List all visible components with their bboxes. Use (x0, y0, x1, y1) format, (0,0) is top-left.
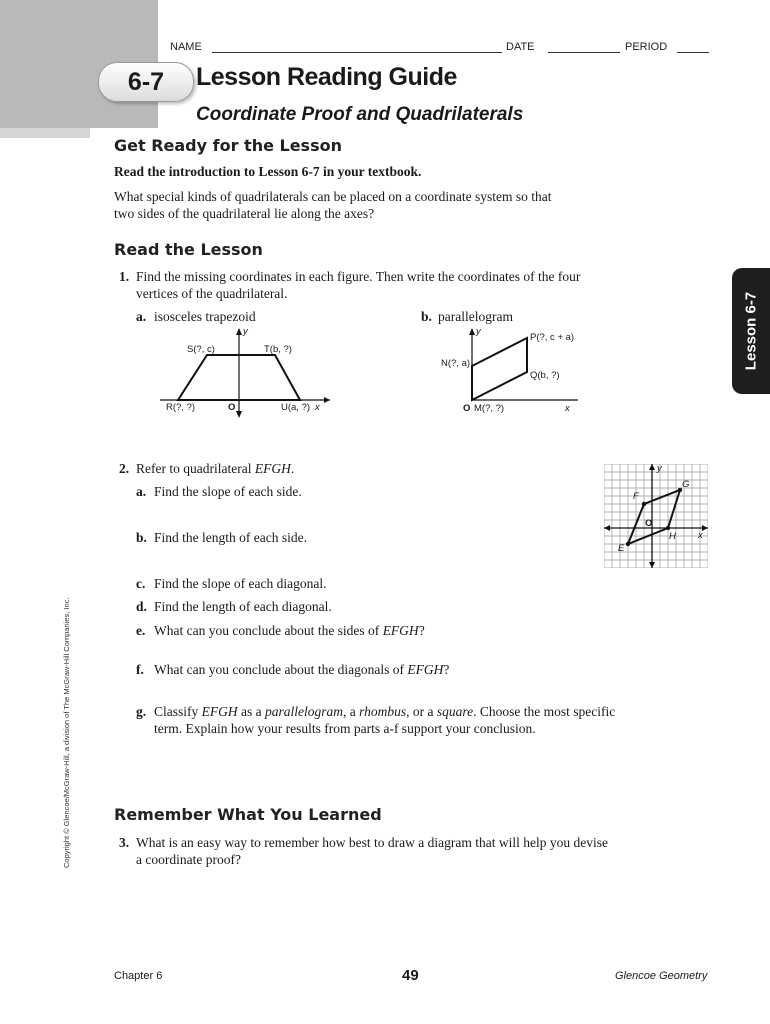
question-2f-label: f. (136, 662, 144, 677)
question-1a-text: isosceles trapezoid (154, 309, 256, 324)
question-2b-text: Find the length of each side. (154, 530, 307, 545)
footer-chapter: Chapter 6 (114, 970, 163, 982)
q2g-part5: . Choose the most specific (473, 704, 616, 719)
efgh-point-h (666, 526, 670, 530)
lesson-badge: 6-7 (98, 62, 194, 102)
q2g-part2: as a (237, 704, 266, 719)
period-label: PERIOD (625, 41, 668, 53)
efgh-y-label: y (657, 463, 662, 474)
date-label: DATE (506, 41, 535, 53)
question-2f-quad-name: EFGH (407, 662, 444, 677)
question-1-line1: Find the missing coordinates in each figure. Then write the coordinates of the four (136, 269, 581, 284)
question-1-number: 1. (119, 269, 130, 284)
page-title: Lesson Reading Guide (196, 63, 457, 91)
efgh-y-arrow-up (649, 464, 655, 470)
question-1b-text: parallelogram (438, 309, 513, 324)
page-subtitle: Coordinate Proof and Quadrilaterals (196, 104, 524, 125)
parallelogram-x-label: x (565, 403, 570, 414)
question-2e-text (154, 622, 425, 639)
parallelogram-vertex-q: Q(b, ?) (530, 370, 560, 381)
efgh-label-e: E (618, 543, 625, 554)
trapezoid-origin-label: O (228, 402, 236, 413)
efgh-x-label: x (698, 530, 703, 541)
question-3-number: 3. (119, 835, 130, 850)
q2g-part1: Classify (154, 704, 202, 719)
get-ready-question-line2: two sides of the quadrilateral lie along the axes? (114, 206, 375, 221)
get-ready-heading: Get Ready for the Lesson (114, 136, 342, 155)
q2g-part4: , or a (406, 704, 437, 719)
name-field[interactable] (212, 52, 502, 53)
copyright-notice: Copyright © Glencoe/McGraw-Hill, a division of The McGraw-Hill Companies, Inc. (62, 597, 71, 868)
parallelogram-y-arrow (469, 328, 475, 335)
lesson-side-tab (732, 268, 770, 394)
trapezoid-x-arrow (324, 397, 330, 403)
q2g-term-rhombus: rhombus (359, 704, 407, 719)
efgh-origin-label: O (645, 518, 653, 529)
footer-book-title: Glencoe Geometry (615, 970, 708, 982)
trapezoid-y-arrow-down (236, 411, 242, 418)
question-1a-label: a. (136, 309, 147, 324)
get-ready-question-line1: What special kinds of quadrilaterals can be placed on a coordinate system so that (114, 189, 552, 204)
question-2e-prefix: What can you conclude about the sides of (154, 623, 383, 638)
trapezoid-vertex-t: T(b, ?) (264, 344, 292, 355)
get-ready-instruction: Read the introduction to Lesson 6-7 in your textbook. (114, 164, 422, 179)
question-2-end: . (290, 461, 295, 476)
trapezoid-vertex-u: U(a, ?) (281, 402, 311, 413)
parallelogram-vertex-m: M(?, ?) (474, 403, 505, 414)
question-2c-label: c. (136, 576, 146, 591)
q2g-term-square: square (436, 704, 474, 719)
question-2f-end: ? (443, 662, 450, 677)
question-2g-label: g. (136, 704, 147, 719)
parallelogram-origin-label: O (463, 403, 471, 414)
question-2-text (136, 460, 294, 477)
efgh-point-f (642, 502, 646, 506)
trapezoid-y-arrow-up (236, 328, 242, 335)
question-2b-label: b. (136, 530, 147, 545)
efgh-point-e (626, 542, 630, 546)
question-2d-text: Find the length of each diagonal. (154, 599, 332, 614)
question-2-quad-name: EFGH (254, 461, 291, 476)
question-2d-label: d. (136, 599, 147, 614)
question-1b-label: b. (421, 309, 432, 324)
question-2e-end: ? (418, 623, 425, 638)
question-2g-line2: term. Explain how your results from parts a-f support your conclusion. (154, 721, 536, 736)
question-1-line2: vertices of the quadrilateral. (136, 286, 288, 301)
q2g-quad-name: EFGH (201, 704, 238, 719)
question-2e-quad-name: EFGH (382, 623, 419, 638)
trapezoid-vertex-r: R(?, ?) (166, 402, 196, 413)
efgh-x-arrow-left (604, 525, 610, 531)
header-corner-shadow (0, 128, 90, 138)
efgh-label-g: G (682, 479, 690, 490)
question-2f-prefix: What can you conclude about the diagonals of (154, 662, 408, 677)
parallelogram-vertex-p: P(?, c + a) (530, 332, 575, 343)
name-label: NAME (170, 41, 202, 53)
parallelogram-y-label: y (476, 326, 481, 337)
read-lesson-heading: Read the Lesson (114, 240, 263, 259)
trapezoid-vertex-s: S(?, c) (187, 344, 215, 355)
trapezoid-y-label: y (243, 326, 248, 337)
lesson-side-tab-label: Lesson 6-7 (742, 291, 760, 371)
q2g-term-parallelogram: parallelogram (265, 704, 344, 719)
trapezoid-x-label: x (315, 402, 320, 413)
question-2e-label: e. (136, 623, 146, 638)
parallelogram-vertex-n: N(?, a) (441, 358, 471, 369)
q2g-part3: , a (343, 704, 360, 719)
remember-heading: Remember What You Learned (114, 805, 382, 824)
footer-page-number: 49 (402, 967, 419, 984)
question-2f-text (154, 661, 449, 678)
question-2c-text: Find the slope of each diagonal. (154, 576, 327, 591)
efgh-y-arrow-down (649, 562, 655, 568)
question-2a-text: Find the slope of each side. (154, 484, 302, 499)
parallelogram-shape (472, 338, 527, 400)
question-2a-label: a. (136, 484, 147, 499)
date-field[interactable] (548, 52, 620, 53)
question-2g-line1 (154, 703, 615, 720)
question-2-number: 2. (119, 461, 130, 476)
question-3-line1: What is an easy way to remember how best to draw a diagram that will help you devise (136, 835, 608, 850)
question-3-line2: a coordinate proof? (136, 852, 241, 867)
question-2-prefix: Refer to quadrilateral (136, 461, 255, 476)
efgh-label-f: F (633, 491, 639, 502)
efgh-label-h: H (669, 531, 676, 542)
period-field[interactable] (677, 52, 709, 53)
